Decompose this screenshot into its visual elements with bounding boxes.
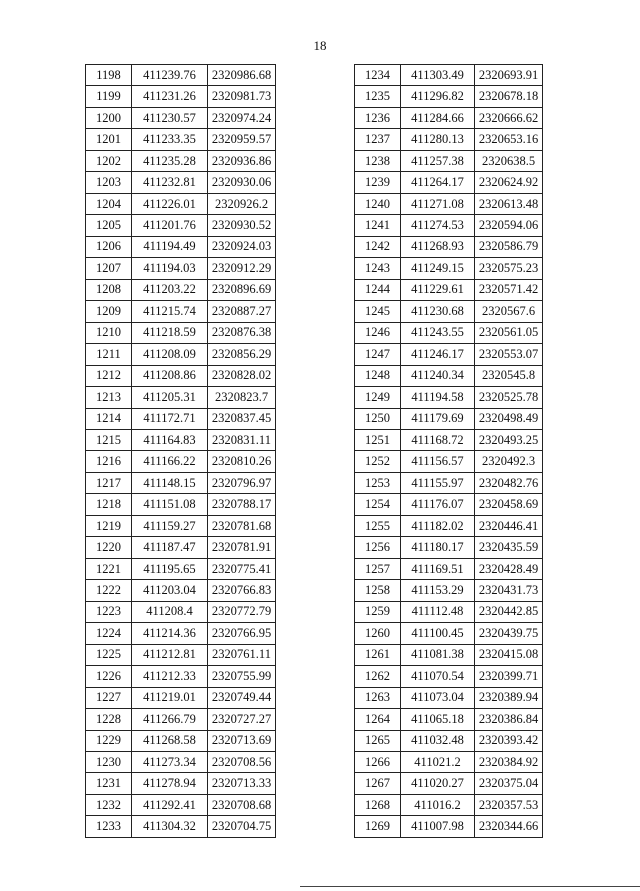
- y-coordinate-cell: 2320930.52: [208, 215, 276, 236]
- y-coordinate-cell: 2320974.24: [208, 107, 276, 128]
- point-number-cell: 1256: [355, 537, 401, 558]
- x-coordinate-cell: 411007.98: [401, 816, 475, 837]
- y-coordinate-cell: 2320439.75: [475, 623, 543, 644]
- x-coordinate-cell: 411201.76: [132, 215, 208, 236]
- x-coordinate-cell: 411203.22: [132, 279, 208, 300]
- y-coordinate-cell: 2320727.27: [208, 709, 276, 730]
- point-number-cell: 1236: [355, 107, 401, 128]
- y-coordinate-cell: 2320446.41: [475, 515, 543, 536]
- point-number-cell: 1245: [355, 301, 401, 322]
- point-number-cell: 1262: [355, 666, 401, 687]
- point-number-cell: 1250: [355, 408, 401, 429]
- table-row: [86, 752, 276, 773]
- y-coordinate-cell: 2320653.16: [475, 129, 543, 150]
- point-number-cell: 1259: [355, 601, 401, 622]
- y-coordinate-cell: 2320708.68: [208, 794, 276, 815]
- x-coordinate-cell: 411257.38: [401, 150, 475, 171]
- y-coordinate-cell: 2320896.69: [208, 279, 276, 300]
- x-coordinate-cell: 411151.08: [132, 494, 208, 515]
- x-coordinate-cell: 411112.48: [401, 601, 475, 622]
- table-row: [86, 107, 276, 128]
- x-coordinate-cell: 411284.66: [401, 107, 475, 128]
- table-row: [86, 794, 276, 815]
- table-row: [86, 709, 276, 730]
- table-row: [355, 172, 543, 193]
- x-coordinate-cell: 411081.38: [401, 644, 475, 665]
- x-coordinate-cell: 411230.68: [401, 301, 475, 322]
- y-coordinate-cell: 2320788.17: [208, 494, 276, 515]
- table-row: [86, 816, 276, 837]
- point-number-cell: 1223: [86, 601, 132, 622]
- y-coordinate-cell: 2320775.41: [208, 558, 276, 579]
- table-row: [86, 193, 276, 214]
- table-row: [86, 301, 276, 322]
- point-number-cell: 1220: [86, 537, 132, 558]
- point-number-cell: 1225: [86, 644, 132, 665]
- point-number-cell: 1241: [355, 215, 401, 236]
- point-number-cell: 1214: [86, 408, 132, 429]
- table-row: [86, 773, 276, 794]
- table-row: [86, 344, 276, 365]
- point-number-cell: 1253: [355, 472, 401, 493]
- table-row: [355, 687, 543, 708]
- table-row: [355, 258, 543, 279]
- point-number-cell: 1201: [86, 129, 132, 150]
- y-coordinate-cell: 2320393.42: [475, 730, 543, 751]
- y-coordinate-cell: 2320755.99: [208, 666, 276, 687]
- x-coordinate-cell: 411182.02: [401, 515, 475, 536]
- table-row: [355, 387, 543, 408]
- y-coordinate-cell: 2320498.49: [475, 408, 543, 429]
- x-coordinate-cell: 411208.86: [132, 365, 208, 386]
- y-coordinate-cell: 2320781.91: [208, 537, 276, 558]
- y-coordinate-cell: 2320856.29: [208, 344, 276, 365]
- table-row: [355, 709, 543, 730]
- table-row: [355, 129, 543, 150]
- x-coordinate-cell: 411180.17: [401, 537, 475, 558]
- y-coordinate-cell: 2320344.66: [475, 816, 543, 837]
- point-number-cell: 1251: [355, 429, 401, 450]
- y-coordinate-cell: 2320666.62: [475, 107, 543, 128]
- table-row: [355, 236, 543, 257]
- point-number-cell: 1230: [86, 752, 132, 773]
- y-coordinate-cell: 2320553.07: [475, 344, 543, 365]
- y-coordinate-cell: 2320713.69: [208, 730, 276, 751]
- y-coordinate-cell: 2320924.03: [208, 236, 276, 257]
- x-coordinate-cell: 411226.01: [132, 193, 208, 214]
- table-body-left: [86, 65, 276, 838]
- table-row: [86, 150, 276, 171]
- y-coordinate-cell: 2320493.25: [475, 429, 543, 450]
- table-row: [86, 580, 276, 601]
- x-coordinate-cell: 411195.65: [132, 558, 208, 579]
- y-coordinate-cell: 2320936.86: [208, 150, 276, 171]
- x-coordinate-cell: 411235.28: [132, 150, 208, 171]
- table-row: [86, 215, 276, 236]
- y-coordinate-cell: 2320567.6: [475, 301, 543, 322]
- point-number-cell: 1215: [86, 429, 132, 450]
- x-coordinate-cell: 411233.35: [132, 129, 208, 150]
- y-coordinate-cell: 2320386.84: [475, 709, 543, 730]
- point-number-cell: 1235: [355, 86, 401, 107]
- table-row: [355, 730, 543, 751]
- point-number-cell: 1237: [355, 129, 401, 150]
- table-row: [86, 558, 276, 579]
- point-number-cell: 1207: [86, 258, 132, 279]
- x-coordinate-cell: 411249.15: [401, 258, 475, 279]
- x-coordinate-cell: 411268.58: [132, 730, 208, 751]
- table-row: [86, 537, 276, 558]
- table-row: [355, 580, 543, 601]
- point-number-cell: 1267: [355, 773, 401, 794]
- point-number-cell: 1202: [86, 150, 132, 171]
- table-row: [355, 644, 543, 665]
- point-number-cell: 1231: [86, 773, 132, 794]
- table-row: [86, 129, 276, 150]
- table-row: [86, 236, 276, 257]
- point-number-cell: 1227: [86, 687, 132, 708]
- x-coordinate-cell: 411073.04: [401, 687, 475, 708]
- x-coordinate-cell: 411016.2: [401, 794, 475, 815]
- point-number-cell: 1248: [355, 365, 401, 386]
- table-row: [86, 258, 276, 279]
- x-coordinate-cell: 411278.94: [132, 773, 208, 794]
- x-coordinate-cell: 411215.74: [132, 301, 208, 322]
- table-row: [86, 65, 276, 86]
- x-coordinate-cell: 411271.08: [401, 193, 475, 214]
- table-row: [355, 666, 543, 687]
- point-number-cell: 1218: [86, 494, 132, 515]
- x-coordinate-cell: 411194.03: [132, 258, 208, 279]
- point-number-cell: 1257: [355, 558, 401, 579]
- point-number-cell: 1229: [86, 730, 132, 751]
- y-coordinate-cell: 2320375.04: [475, 773, 543, 794]
- y-coordinate-cell: 2320678.18: [475, 86, 543, 107]
- x-coordinate-cell: 411166.22: [132, 451, 208, 472]
- coordinates-table-left: [85, 64, 276, 838]
- x-coordinate-cell: 411194.58: [401, 387, 475, 408]
- coordinates-table-right: [354, 64, 543, 838]
- table-row: [86, 86, 276, 107]
- x-coordinate-cell: 411292.41: [132, 794, 208, 815]
- point-number-cell: 1269: [355, 816, 401, 837]
- x-coordinate-cell: 411212.81: [132, 644, 208, 665]
- table-row: [355, 494, 543, 515]
- x-coordinate-cell: 411264.17: [401, 172, 475, 193]
- table-row: [355, 752, 543, 773]
- table-row: [355, 86, 543, 107]
- x-coordinate-cell: 411232.81: [132, 172, 208, 193]
- table-body-right: [355, 65, 543, 838]
- table-row: [355, 429, 543, 450]
- x-coordinate-cell: 411032.48: [401, 730, 475, 751]
- y-coordinate-cell: 2320525.78: [475, 387, 543, 408]
- y-coordinate-cell: 2320766.95: [208, 623, 276, 644]
- x-coordinate-cell: 411208.4: [132, 601, 208, 622]
- y-coordinate-cell: 2320912.29: [208, 258, 276, 279]
- table-row: [86, 666, 276, 687]
- point-number-cell: 1216: [86, 451, 132, 472]
- point-number-cell: 1246: [355, 322, 401, 343]
- table-row: [355, 794, 543, 815]
- x-coordinate-cell: 411212.33: [132, 666, 208, 687]
- x-coordinate-cell: 411304.32: [132, 816, 208, 837]
- y-coordinate-cell: 2320823.7: [208, 387, 276, 408]
- x-coordinate-cell: 411176.07: [401, 494, 475, 515]
- y-coordinate-cell: 2320613.48: [475, 193, 543, 214]
- y-coordinate-cell: 2320431.73: [475, 580, 543, 601]
- point-number-cell: 1224: [86, 623, 132, 644]
- point-number-cell: 1264: [355, 709, 401, 730]
- table-row: [86, 730, 276, 751]
- table-row: [355, 408, 543, 429]
- table-row: [86, 644, 276, 665]
- x-coordinate-cell: 411218.59: [132, 322, 208, 343]
- x-coordinate-cell: 411187.47: [132, 537, 208, 558]
- y-coordinate-cell: 2320831.11: [208, 429, 276, 450]
- point-number-cell: 1210: [86, 322, 132, 343]
- point-number-cell: 1219: [86, 515, 132, 536]
- point-number-cell: 1266: [355, 752, 401, 773]
- point-number-cell: 1199: [86, 86, 132, 107]
- x-coordinate-cell: 411229.61: [401, 279, 475, 300]
- table-row: [355, 301, 543, 322]
- point-number-cell: 1247: [355, 344, 401, 365]
- point-number-cell: 1208: [86, 279, 132, 300]
- point-number-cell: 1258: [355, 580, 401, 601]
- x-coordinate-cell: 411239.76: [132, 65, 208, 86]
- point-number-cell: 1268: [355, 794, 401, 815]
- point-number-cell: 1243: [355, 258, 401, 279]
- point-number-cell: 1260: [355, 623, 401, 644]
- footer-rule: [300, 886, 640, 887]
- x-coordinate-cell: 411155.97: [401, 472, 475, 493]
- x-coordinate-cell: 411159.27: [132, 515, 208, 536]
- point-number-cell: 1228: [86, 709, 132, 730]
- x-coordinate-cell: 411020.27: [401, 773, 475, 794]
- y-coordinate-cell: 2320876.38: [208, 322, 276, 343]
- point-number-cell: 1239: [355, 172, 401, 193]
- point-number-cell: 1217: [86, 472, 132, 493]
- table-row: [355, 451, 543, 472]
- point-number-cell: 1209: [86, 301, 132, 322]
- table-row: [86, 687, 276, 708]
- point-number-cell: 1242: [355, 236, 401, 257]
- y-coordinate-cell: 2320545.8: [475, 365, 543, 386]
- y-coordinate-cell: 2320442.85: [475, 601, 543, 622]
- y-coordinate-cell: 2320959.57: [208, 129, 276, 150]
- y-coordinate-cell: 2320357.53: [475, 794, 543, 815]
- table-row: [355, 344, 543, 365]
- point-number-cell: 1211: [86, 344, 132, 365]
- x-coordinate-cell: 411280.13: [401, 129, 475, 150]
- point-number-cell: 1221: [86, 558, 132, 579]
- x-coordinate-cell: 411172.71: [132, 408, 208, 429]
- point-number-cell: 1213: [86, 387, 132, 408]
- x-coordinate-cell: 411230.57: [132, 107, 208, 128]
- y-coordinate-cell: 2320561.05: [475, 322, 543, 343]
- point-number-cell: 1212: [86, 365, 132, 386]
- x-coordinate-cell: 411274.53: [401, 215, 475, 236]
- table-row: [355, 65, 543, 86]
- x-coordinate-cell: 411156.57: [401, 451, 475, 472]
- x-coordinate-cell: 411169.51: [401, 558, 475, 579]
- table-row: [86, 472, 276, 493]
- table-row: [355, 279, 543, 300]
- point-number-cell: 1233: [86, 816, 132, 837]
- table-row: [355, 816, 543, 837]
- table-row: [86, 623, 276, 644]
- y-coordinate-cell: 2320981.73: [208, 86, 276, 107]
- x-coordinate-cell: 411153.29: [401, 580, 475, 601]
- y-coordinate-cell: 2320761.11: [208, 644, 276, 665]
- table-row: [86, 451, 276, 472]
- table-row: [355, 623, 543, 644]
- table-row: [86, 408, 276, 429]
- point-number-cell: 1244: [355, 279, 401, 300]
- x-coordinate-cell: 411268.93: [401, 236, 475, 257]
- y-coordinate-cell: 2320930.06: [208, 172, 276, 193]
- table-row: [86, 279, 276, 300]
- y-coordinate-cell: 2320575.23: [475, 258, 543, 279]
- table-row: [355, 558, 543, 579]
- point-number-cell: 1261: [355, 644, 401, 665]
- point-number-cell: 1240: [355, 193, 401, 214]
- x-coordinate-cell: 411246.17: [401, 344, 475, 365]
- table-row: [86, 494, 276, 515]
- y-coordinate-cell: 2320571.42: [475, 279, 543, 300]
- x-coordinate-cell: 411203.04: [132, 580, 208, 601]
- y-coordinate-cell: 2320389.94: [475, 687, 543, 708]
- table-row: [355, 365, 543, 386]
- y-coordinate-cell: 2320492.3: [475, 451, 543, 472]
- y-coordinate-cell: 2320638.5: [475, 150, 543, 171]
- y-coordinate-cell: 2320828.02: [208, 365, 276, 386]
- y-coordinate-cell: 2320772.79: [208, 601, 276, 622]
- table-row: [86, 172, 276, 193]
- point-number-cell: 1200: [86, 107, 132, 128]
- y-coordinate-cell: 2320435.59: [475, 537, 543, 558]
- x-coordinate-cell: 411240.34: [401, 365, 475, 386]
- y-coordinate-cell: 2320693.91: [475, 65, 543, 86]
- point-number-cell: 1238: [355, 150, 401, 171]
- y-coordinate-cell: 2320482.76: [475, 472, 543, 493]
- point-number-cell: 1254: [355, 494, 401, 515]
- y-coordinate-cell: 2320810.26: [208, 451, 276, 472]
- page-number: 18: [313, 38, 327, 53]
- y-coordinate-cell: 2320415.08: [475, 644, 543, 665]
- table-row: [86, 322, 276, 343]
- point-number-cell: 1255: [355, 515, 401, 536]
- table-row: [355, 515, 543, 536]
- point-number-cell: 1226: [86, 666, 132, 687]
- table-row: [355, 472, 543, 493]
- table-row: [355, 773, 543, 794]
- x-coordinate-cell: 411065.18: [401, 709, 475, 730]
- x-coordinate-cell: 411231.26: [132, 86, 208, 107]
- x-coordinate-cell: 411148.15: [132, 472, 208, 493]
- y-coordinate-cell: 2320766.83: [208, 580, 276, 601]
- point-number-cell: 1203: [86, 172, 132, 193]
- x-coordinate-cell: 411070.54: [401, 666, 475, 687]
- y-coordinate-cell: 2320708.56: [208, 752, 276, 773]
- x-coordinate-cell: 411194.49: [132, 236, 208, 257]
- x-coordinate-cell: 411179.69: [401, 408, 475, 429]
- x-coordinate-cell: 411266.79: [132, 709, 208, 730]
- table-row: [86, 387, 276, 408]
- y-coordinate-cell: 2320781.68: [208, 515, 276, 536]
- table-row: [355, 322, 543, 343]
- x-coordinate-cell: 411296.82: [401, 86, 475, 107]
- table-row: [86, 365, 276, 386]
- table-row: [355, 150, 543, 171]
- y-coordinate-cell: 2320926.2: [208, 193, 276, 214]
- x-coordinate-cell: 411273.34: [132, 752, 208, 773]
- y-coordinate-cell: 2320837.45: [208, 408, 276, 429]
- x-coordinate-cell: 411303.49: [401, 65, 475, 86]
- x-coordinate-cell: 411168.72: [401, 429, 475, 450]
- y-coordinate-cell: 2320713.33: [208, 773, 276, 794]
- y-coordinate-cell: 2320594.06: [475, 215, 543, 236]
- y-coordinate-cell: 2320586.79: [475, 236, 543, 257]
- x-coordinate-cell: 411214.36: [132, 623, 208, 644]
- table-row: [355, 193, 543, 214]
- table-row: [355, 537, 543, 558]
- point-number-cell: 1249: [355, 387, 401, 408]
- table-row: [86, 601, 276, 622]
- table-row: [86, 429, 276, 450]
- point-number-cell: 1232: [86, 794, 132, 815]
- y-coordinate-cell: 2320986.68: [208, 65, 276, 86]
- x-coordinate-cell: 411219.01: [132, 687, 208, 708]
- point-number-cell: 1198: [86, 65, 132, 86]
- y-coordinate-cell: 2320796.97: [208, 472, 276, 493]
- point-number-cell: 1263: [355, 687, 401, 708]
- y-coordinate-cell: 2320458.69: [475, 494, 543, 515]
- point-number-cell: 1205: [86, 215, 132, 236]
- x-coordinate-cell: 411164.83: [132, 429, 208, 450]
- table-row: [355, 601, 543, 622]
- table-row: [355, 215, 543, 236]
- y-coordinate-cell: 2320428.49: [475, 558, 543, 579]
- point-number-cell: 1206: [86, 236, 132, 257]
- point-number-cell: 1234: [355, 65, 401, 86]
- x-coordinate-cell: 411021.2: [401, 752, 475, 773]
- point-number-cell: 1252: [355, 451, 401, 472]
- y-coordinate-cell: 2320704.75: [208, 816, 276, 837]
- y-coordinate-cell: 2320384.92: [475, 752, 543, 773]
- point-number-cell: 1222: [86, 580, 132, 601]
- point-number-cell: 1204: [86, 193, 132, 214]
- y-coordinate-cell: 2320399.71: [475, 666, 543, 687]
- point-number-cell: 1265: [355, 730, 401, 751]
- y-coordinate-cell: 2320624.92: [475, 172, 543, 193]
- table-row: [355, 107, 543, 128]
- x-coordinate-cell: 411205.31: [132, 387, 208, 408]
- x-coordinate-cell: 411243.55: [401, 322, 475, 343]
- table-row: [86, 515, 276, 536]
- y-coordinate-cell: 2320887.27: [208, 301, 276, 322]
- x-coordinate-cell: 411100.45: [401, 623, 475, 644]
- x-coordinate-cell: 411208.09: [132, 344, 208, 365]
- y-coordinate-cell: 2320749.44: [208, 687, 276, 708]
